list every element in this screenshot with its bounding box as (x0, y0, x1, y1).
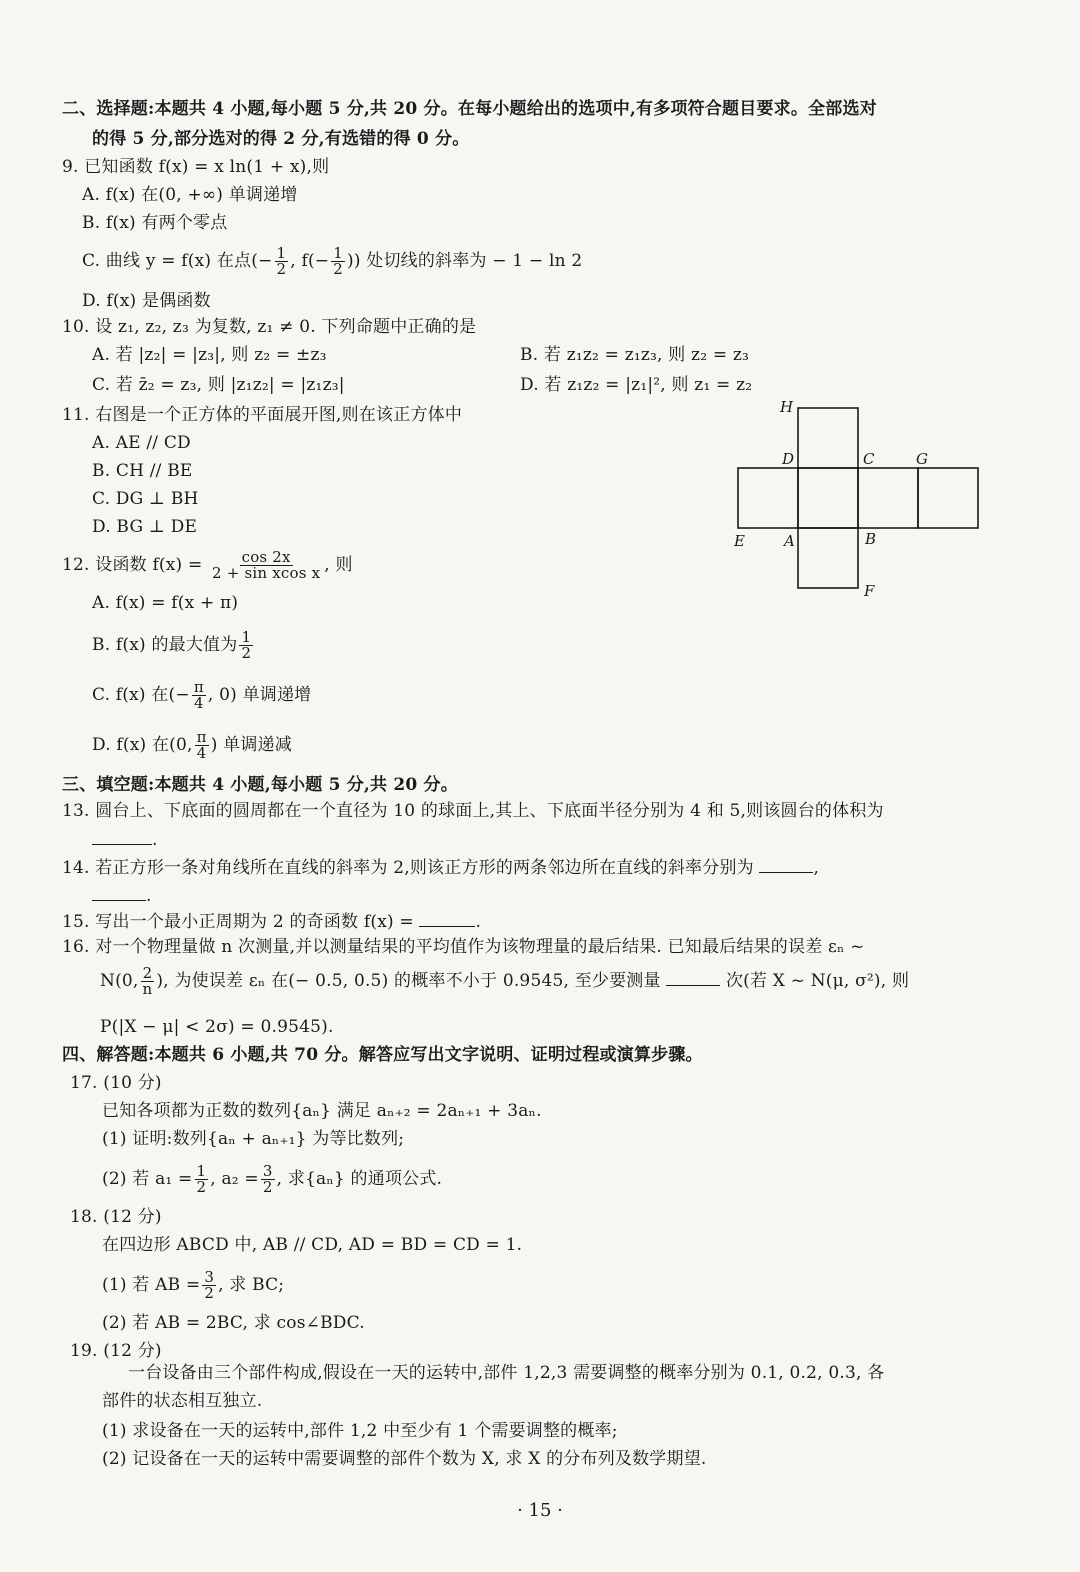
q9-option-a: A. f(x) 在(0, +∞) 单调递增 (82, 185, 298, 205)
q11-option-d: D. BG ⊥ DE (92, 517, 198, 537)
q17-body: 已知各项都为正数的数列{aₙ} 满足 aₙ₊₂ = 2aₙ₊₁ + 3aₙ. (102, 1101, 542, 1121)
q17-part1: (1) 证明:数列{aₙ + aₙ₊₁} 为等比数列; (102, 1129, 405, 1149)
answer-blank[interactable] (92, 884, 146, 901)
net-square-center (798, 468, 858, 528)
q13-answer-line: . (92, 828, 158, 851)
fraction: $\frac{\cos 2x}{\text{2 + sin xcos x}}$ (212, 548, 321, 582)
q19-body2: 部件的状态相互独立. (102, 1391, 263, 1411)
label-g: G (916, 450, 928, 468)
answer-blank[interactable] (419, 910, 475, 927)
answer-blank[interactable] (666, 969, 720, 986)
q18-head: 18. (12 分) (70, 1207, 162, 1227)
net-square-right (858, 468, 918, 528)
page-number: · 15 · (517, 1500, 563, 1521)
label-f: F (864, 582, 875, 600)
label-a: A (784, 532, 795, 550)
q18-body: 在四边形 ABCD 中, AB // CD, AD = BD = CD = 1. (102, 1235, 523, 1255)
section2-title-cont: 的得 5 分,部分选对的得 2 分,有选错的得 0 分。 (92, 129, 470, 149)
fraction: $\frac{1}{2}$ (333, 244, 343, 278)
q13-text: 13. 圆台上、下底面的圆周都在一个直径为 10 的球面上,其上、下底面半径分别为 4 和 5,则该圆台的体积为 (62, 801, 884, 821)
q10-option-c: C. 若 z̄₂ = z₃, 则 |z₁z₂| = |z₁z₃| (92, 375, 345, 395)
q19-part2: (2) 记设备在一天的运转中需要调整的部件个数为 X, 求 X 的分布列及数学期望. (102, 1449, 707, 1469)
section4-title: 四、解答题:本题共 6 小题,共 70 分。解答应写出文字说明、证明过程或演算步骤。 (62, 1045, 703, 1065)
q9-stem: 9. 已知函数 f(x) = x ln(1 + x),则 (62, 157, 330, 177)
q12-option-a: A. f(x) = f(x + π) (92, 593, 239, 613)
q19-part1: (1) 求设备在一天的运转中,部件 1,2 中至少有 1 个需要调整的概率; (102, 1421, 618, 1441)
section2-title: 二、选择题:本题共 4 小题,每小题 5 分,共 20 分。在每小题给出的选项中,有多项符合题目要求。全部选对 (62, 99, 877, 119)
net-square-far-right (918, 468, 978, 528)
q9-option-c: C. 曲线 y = f(x) 在点(− $\frac{1}{2}$ , f(− $\frac{1}{2}$ )) 处切线的斜率为 − 1 − ln 2 (82, 244, 583, 278)
q17-head: 17. (10 分) (70, 1073, 162, 1093)
q19-body1: 一台设备由三个部件构成,假设在一天的运转中,部件 1,2,3 需要调整的概率分别为 0.1, 0.2, 0.3, 各 (128, 1363, 885, 1383)
answer-blank[interactable] (92, 828, 152, 845)
net-square-bottom (798, 528, 858, 588)
q16-line2: N(0, $\frac{2}{n}$ ), 为使误差 εₙ 在(− 0.5, 0.5) 的概率不小于 0.9545, 至少要测量 次(若 X ~ N(μ, σ²), 则 (100, 964, 910, 998)
q11-stem: 11. 右图是一个正方体的平面展开图,则在该正方体中 (62, 405, 463, 425)
fraction: $\frac{\pi}{4}$ (193, 678, 204, 712)
answer-blank[interactable] (759, 856, 813, 873)
q19-head: 19. (12 分) (70, 1341, 162, 1361)
q10-stem: 10. 设 z₁, z₂, z₃ 为复数, z₁ ≠ 0. 下列命题中正确的是 (62, 317, 477, 337)
q10-option-b: B. 若 z₁z₂ = z₁z₃, 则 z₂ = z₃ (520, 345, 750, 365)
q11-option-c: C. DG ⊥ BH (92, 489, 199, 509)
fraction: $\frac{\pi}{4}$ (196, 728, 207, 762)
q17-part2: (2) 若 a₁ = $\frac{1}{2}$ , a₂ = $\frac{3}{2}$ , 求{aₙ} 的通项公式. (102, 1162, 443, 1196)
q16-line1: 16. 对一个物理量做 n 次测量,并以测量结果的平均值作为该物理量的最后结果. 已知最后结果的误差 εₙ ~ (62, 937, 865, 957)
q18-part1: (1) 若 AB = $\frac{3}{2}$ , 求 BC; (102, 1268, 285, 1302)
fraction: $\frac{1}{2}$ (241, 628, 252, 662)
net-square-left (738, 468, 798, 528)
cube-net-diagram (720, 398, 1000, 608)
net-square-top (798, 408, 858, 468)
fraction: $\frac{3}{2}$ (262, 1162, 273, 1196)
fraction: $\frac{1}{2}$ (276, 244, 287, 278)
q15-text: 15. 写出一个最小正周期为 2 的奇函数 f(x) = . (62, 912, 482, 932)
q12-option-b: B. f(x) 的最大值为 $\frac{1}{2}$ (92, 628, 252, 662)
q14-text: 14. 若正方形一条对角线所在直线的斜率为 2,则该正方形的两条邻边所在直线的斜率分别为 , (62, 858, 820, 878)
q12-option-d: D. f(x) 在(0, $\frac{\pi}{4}$ ) 单调递减 (92, 728, 292, 762)
q10-option-d: D. 若 z₁z₂ = |z₁|², 则 z₁ = z₂ (520, 375, 753, 395)
q11-option-a: A. AE // CD (92, 433, 191, 453)
q11-option-b: B. CH // BE (92, 461, 193, 481)
fraction: $\frac{3}{2}$ (204, 1268, 215, 1302)
q16-line3: P(|X − μ| < 2σ) = 0.9545). (100, 1017, 334, 1037)
q12-option-c: C. f(x) 在(− $\frac{\pi}{4}$ , 0) 单调递增 (92, 678, 312, 712)
label-h: H (780, 398, 794, 416)
label-b: B (865, 530, 877, 548)
q9-option-d: D. f(x) 是偶函数 (82, 291, 211, 311)
label-d: D (782, 450, 795, 468)
q12-stem: 12. 设函数 f(x) = $\frac{\cos 2x}{\text{2 + sin xcos x}}$ , 则 (62, 548, 353, 582)
section3-title: 三、填空题:本题共 4 小题,每小题 5 分,共 20 分。 (62, 775, 458, 795)
label-c: C (863, 450, 875, 468)
q18-part2: (2) 若 AB = 2BC, 求 cos∠BDC. (102, 1313, 365, 1333)
q14-answer-line: . (92, 884, 152, 907)
fraction: $\frac{1}{2}$ (196, 1162, 207, 1196)
fraction: $\frac{2}{n}$ (142, 964, 153, 998)
label-e: E (734, 532, 745, 550)
q10-option-a: A. 若 |z₂| = |z₃|, 则 z₂ = ±z₃ (92, 345, 327, 365)
q9-option-b: B. f(x) 有两个零点 (82, 213, 228, 233)
